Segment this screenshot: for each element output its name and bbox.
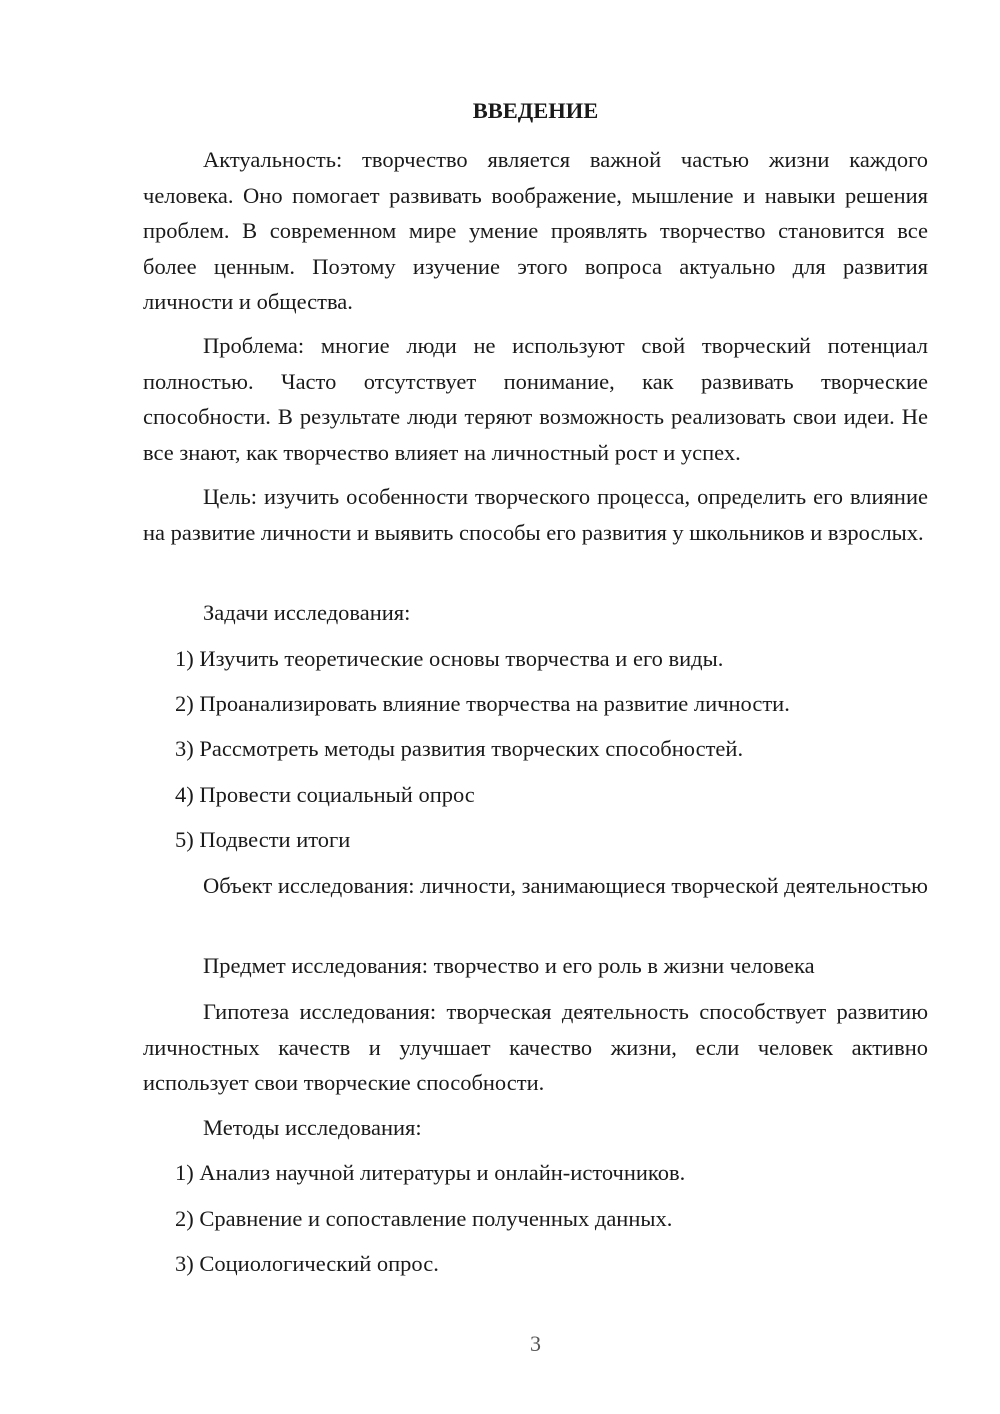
task-item: 4) Провести социальный опрос — [175, 782, 475, 807]
method-item: 1) Анализ научной литературы и онлайн-источников. — [175, 1160, 686, 1185]
problem-paragraph: Проблема: многие люди не используют свой творческий потенциал полностью. Часто отсутствует понимание, как развивать творческие способности. В результате люди теряют возможность реализовать свои идеи. Не все знают, как творчество влияет на личностный рост и успех. — [143, 333, 928, 465]
method-item: 3) Социологический опрос. — [175, 1251, 439, 1276]
goal-paragraph: Цель: изучить особенности творческого процесса, определить его влияние на развитие личности и выявить способы его развития у школьников и взрослых. — [143, 484, 928, 545]
task-item: 2) Проанализировать влияние творчества на развитие личности. — [175, 691, 790, 716]
page-number: 3 — [530, 1331, 541, 1356]
hypothesis-paragraph: Гипотеза исследования: творческая деятельность способствует развитию личностных качеств и улучшает качество жизни, если человек активно использует свои творческие способности. — [143, 999, 928, 1095]
task-item: 5) Подвести итоги — [175, 827, 351, 852]
task-item: 3) Рассмотреть методы развития творческих способностей. — [175, 736, 744, 761]
task-item: 1) Изучить теоретические основы творчества и его виды. — [175, 646, 724, 671]
tasks-heading: Задачи исследования: — [203, 600, 411, 625]
object-paragraph: Объект исследования: личности, занимающиеся творческой деятельностью — [203, 873, 928, 898]
section-title: ВВЕДЕНИЕ — [472, 98, 599, 123]
document-page — [143, 0, 928, 1414]
subject-paragraph: Предмет исследования: творчество и его роль в жизни человека — [203, 953, 815, 978]
method-item: 2) Сравнение и сопоставление полученных данных. — [175, 1206, 673, 1231]
relevance-paragraph: Актуальность: творчество является важной частью жизни каждого человека. Оно помогает развивать воображение, мышление и навыки решения проблем. В современном мире умение проявлять творчество становится все более ценным. Поэтому изучение этого вопроса актуально для развития личности и общества. — [143, 147, 928, 314]
methods-heading: Методы исследования: — [203, 1115, 422, 1140]
